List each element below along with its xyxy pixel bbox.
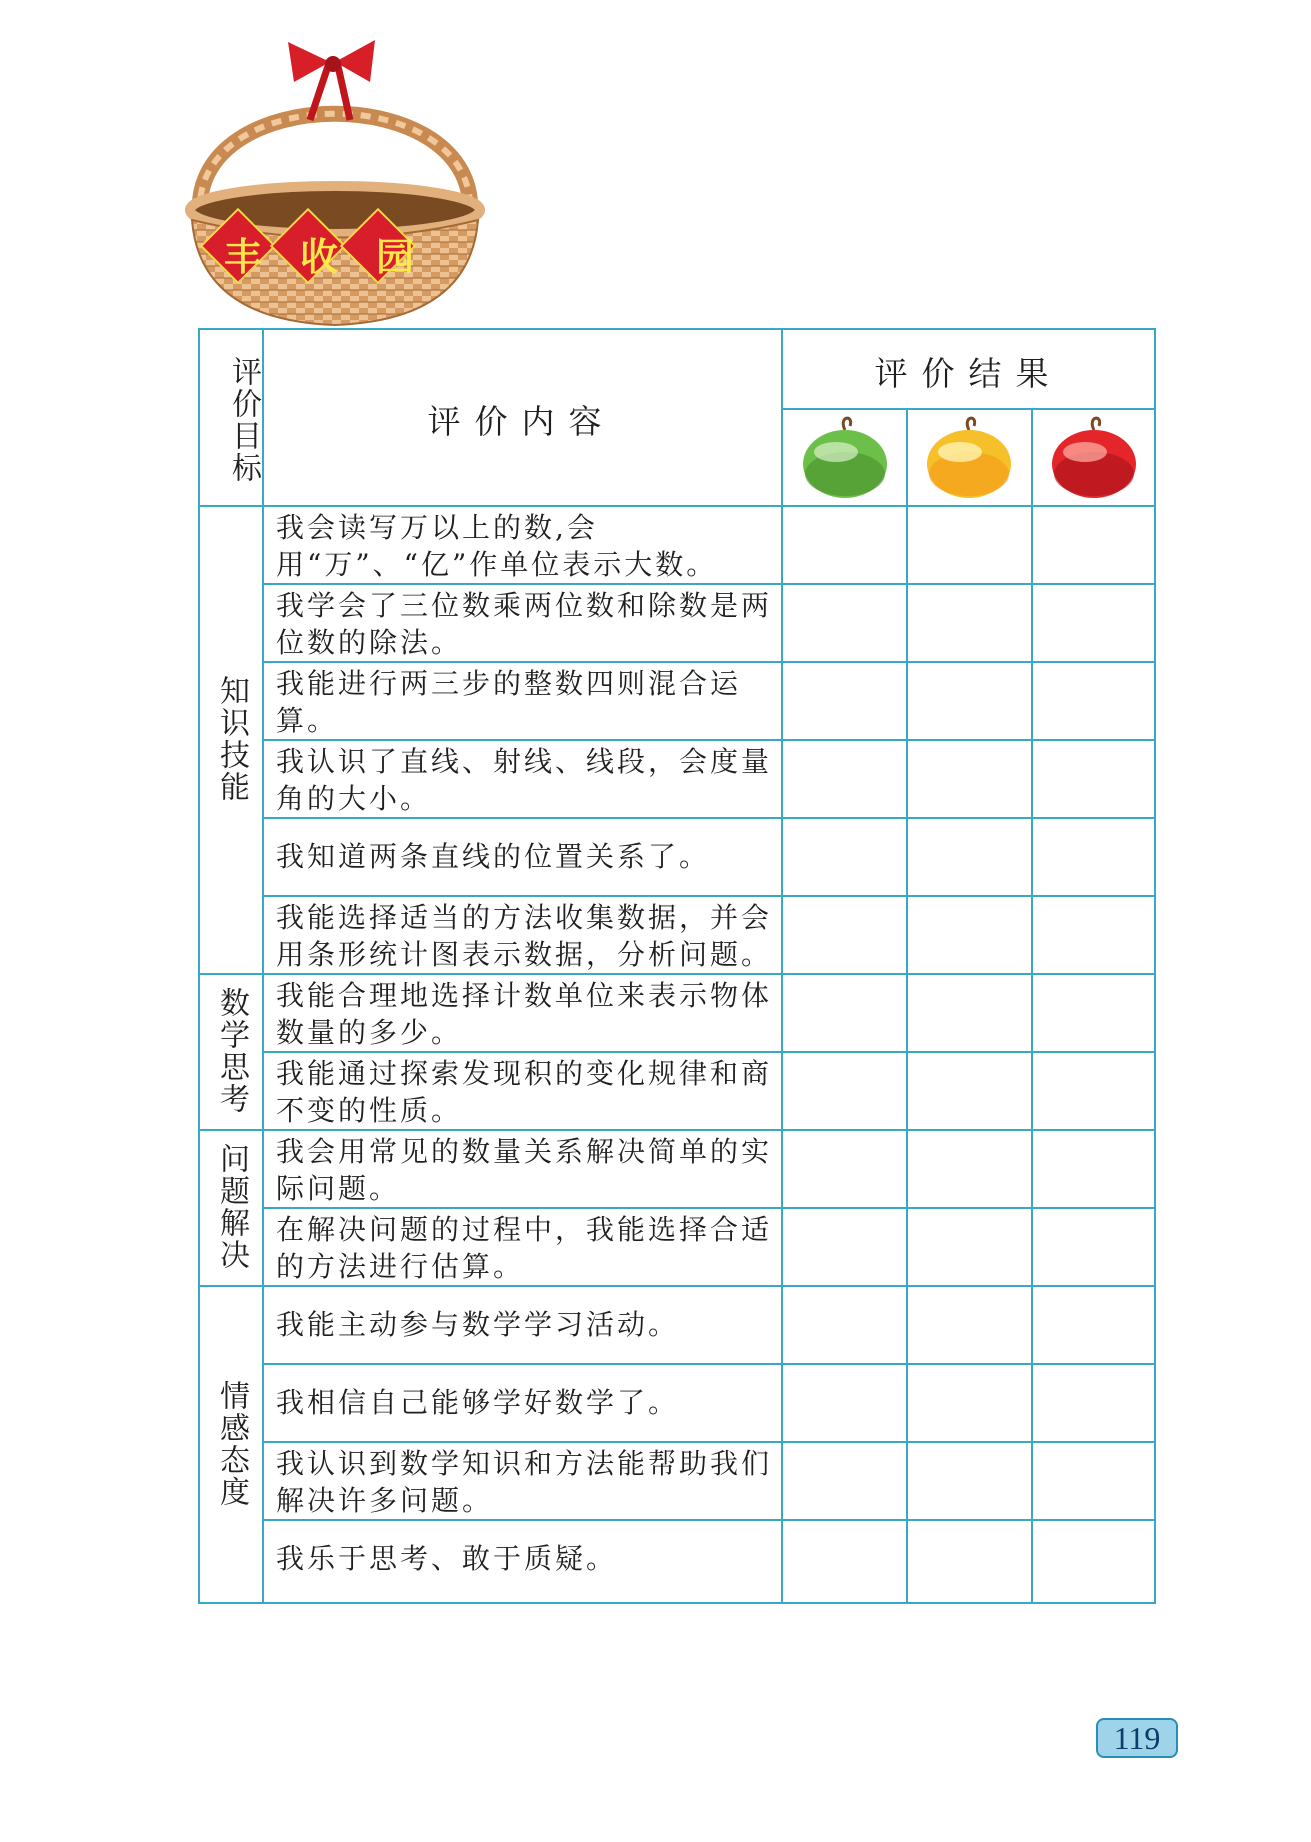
grid-line	[1031, 408, 1033, 1602]
table-row: 我能通过探索发现积的变化规律和商不变的性质。	[276, 1057, 773, 1127]
table-row: 我认识了直线、射线、线段，会度量角的大小。	[276, 745, 773, 815]
table-row: 我能选择适当的方法收集数据，并会用条形统计图表示数据，分析问题。	[276, 901, 773, 971]
grid-line	[262, 1441, 1156, 1443]
grid-line	[262, 739, 1156, 741]
table-row: 我会读写万以上的数,会用“万”、“亿”作单位表示大数。	[276, 511, 718, 581]
header-content: 评价内容	[427, 402, 616, 441]
grid-line	[262, 583, 1156, 585]
grid-line	[781, 408, 1156, 410]
category-label: 知识技能	[214, 675, 249, 803]
page-number: 119	[1096, 1718, 1178, 1758]
grid-line	[781, 330, 783, 1602]
grid-line	[262, 895, 1156, 897]
header-goal: 评价目标	[226, 356, 261, 484]
red-apple-icon	[1047, 412, 1141, 502]
grid-line	[262, 1207, 1156, 1209]
table-row: 我乐于思考、敢于质疑。	[276, 1542, 618, 1575]
table-row: 我能进行两三步的整数四则混合运算。	[276, 667, 742, 737]
grid-line	[262, 330, 264, 1602]
banner-title: 丰收园	[224, 235, 453, 279]
grid-line	[200, 1129, 1156, 1131]
grid-line	[262, 1363, 1156, 1365]
table-row: 我能合理地选择计数单位来表示物体数量的多少。	[276, 979, 773, 1049]
basket-illustration	[170, 20, 500, 340]
table-row: 我学会了三位数乘两位数和除数是两位数的除法。	[276, 589, 773, 659]
table-row: 我认识到数学知识和方法能帮助我们解决许多问题。	[276, 1447, 773, 1517]
table-row: 在解决问题的过程中，我能选择合适的方法进行估算。	[276, 1213, 773, 1283]
category-attitude	[200, 1285, 262, 1602]
category-label: 情感态度	[214, 1379, 249, 1508]
evaluation-table	[198, 328, 1156, 1604]
grid-line	[262, 1519, 1156, 1521]
table-row: 我会用常见的数量关系解决简单的实际问题。	[276, 1135, 773, 1205]
grid-line	[200, 973, 1156, 975]
category-label: 数学思考	[214, 987, 249, 1115]
grid-line	[200, 1285, 1156, 1287]
category-knowledge-skills	[200, 505, 262, 973]
yellow-apple-icon	[922, 412, 1016, 502]
category-label: 问题解决	[214, 1143, 249, 1271]
category-problem-solving	[200, 1129, 262, 1285]
table-row: 我能主动参与数学学习活动。	[276, 1308, 680, 1341]
category-math-thinking	[200, 973, 262, 1129]
table-row: 我知道两条直线的位置关系了。	[276, 840, 711, 873]
table-row: 我相信自己能够学好数学了。	[276, 1386, 680, 1419]
grid-line	[262, 661, 1156, 663]
green-apple-icon	[798, 412, 892, 502]
grid-line	[262, 1051, 1156, 1053]
grid-line	[906, 408, 908, 1602]
header-result: 评价结果	[874, 354, 1063, 393]
grid-line	[262, 817, 1156, 819]
grid-line	[200, 505, 1156, 507]
